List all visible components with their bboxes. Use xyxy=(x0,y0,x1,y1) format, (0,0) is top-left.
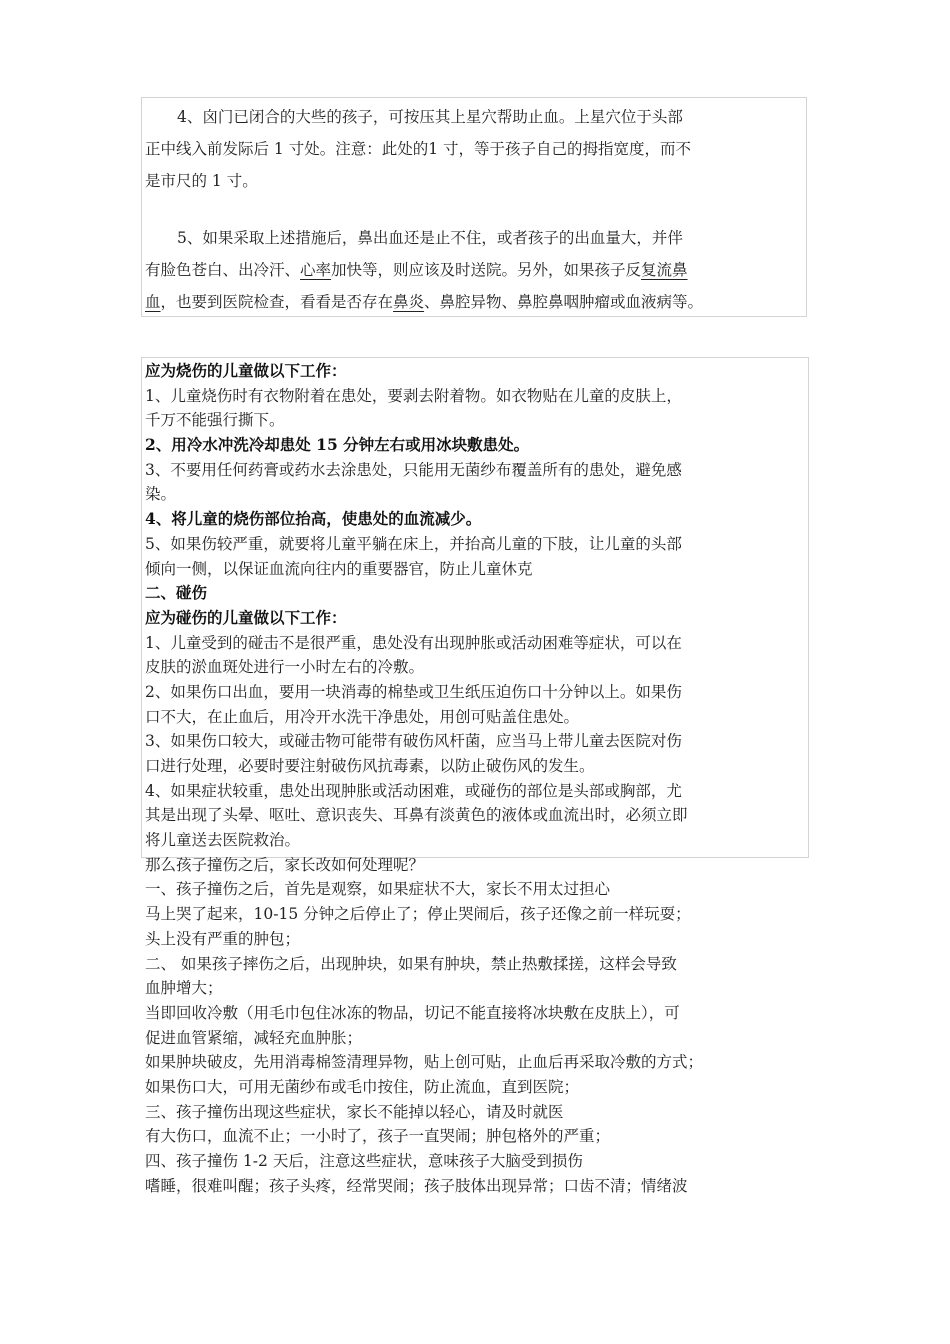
text-line: 1、儿童烧伤时有衣物附着在患处，要剥去附着物。如衣物贴在儿童的皮肤上， xyxy=(145,386,682,405)
text-line: 当即回收冷敷（用毛巾包住冰冻的物品，切记不能直接将冰块敷在皮肤上），可 xyxy=(145,1003,680,1022)
document-body-text xyxy=(145,359,825,1198)
text-line: 皮肤的淤血斑处进行一小时左右的冷敷。 xyxy=(145,658,425,677)
text-line: 5、如果伤较严重，就要将儿童平躺在床上，并抬高儿童的下肢，让儿童的头部 xyxy=(145,534,682,553)
tip5-text: 加快等，则应该及时送院。另外，如果孩子反 xyxy=(331,261,642,279)
text-line: 将儿童送去医院救治。 xyxy=(145,831,301,850)
text-line: 3、不要用任何药膏或药水去涂患处，只能用无菌纱布覆盖所有的患处，避免感 xyxy=(145,460,682,479)
tip4-line2: 正中线入前发际后 1 寸处。注意：此处的1 寸，等于孩子自己的拇指宽度，而不 xyxy=(145,140,692,158)
paragraph-tip-5 xyxy=(142,222,706,318)
heading-line: 4、将儿童的烧伤部位抬高，使患处的血流减少。 xyxy=(145,509,482,529)
text-line: 如果伤口大，可用无菌纱布或毛巾按住，防止流血，直到医院； xyxy=(145,1077,580,1096)
text-line: 其是出现了头晕、呕吐、意识丧失、耳鼻有淡黄色的液体或血流出时，必须立即 xyxy=(145,806,688,825)
heading-line: 二、碰伤 xyxy=(145,583,208,603)
text-line: 有大伤口，血流不止；一小时了，孩子一直哭闹；肿包格外的严重； xyxy=(145,1127,611,1146)
text-line: 一、孩子撞伤之后，首先是观察，如果症状不大，家长不用太过担心 xyxy=(145,880,611,899)
link-heart-rate[interactable]: 心率 xyxy=(300,261,332,279)
text-line: 头上没有严重的肿包； xyxy=(145,929,301,948)
text-line: 嗜睡，很难叫醒；孩子头疼，经常哭闹；孩子肢体出现异常；口齿不清；情绪波 xyxy=(145,1176,688,1195)
tip4-line3: 是市尺的 1 寸。 xyxy=(145,172,258,190)
tip5-text: 、鼻腔异物、鼻腔鼻咽肿瘤或血液病等。 xyxy=(424,293,704,311)
text-line: 3、如果伤口较大，或碰击物可能带有破伤风杆菌，应当马上带儿童去医院对伤 xyxy=(145,732,682,751)
text-line: 口进行处理，必要时要注射破伤风抗毒素，以防止破伤风的发生。 xyxy=(145,757,595,775)
text-line: 倾向一侧，以保证血流向往内的重要器官，防止儿童休克 xyxy=(145,559,533,578)
tip4-line1: 4、囟门已闭合的大些的孩子，可按压其上星穴帮助止血。上星穴位于头部 xyxy=(177,108,683,126)
text-line: 染。 xyxy=(145,485,177,504)
tip5-line1: 5、如果采取上述措施后，鼻出血还是止不住，或者孩子的出血量大，并伴 xyxy=(177,229,683,247)
heading-line: 2、用冷水冲洗冷却患处 15 分钟左右或用冰块敷患处。 xyxy=(145,435,530,455)
nosebleed-tips-box xyxy=(141,97,807,317)
text-line: 4、如果症状较重，患处出现肿胀或活动困难，或碰伤的部位是头部或胸部，尤 xyxy=(145,781,682,800)
text-line: 二、 如果孩子摔伤之后，出现肿块，如果有肿块，禁止热敷揉搓，这样会导致 xyxy=(145,954,677,973)
tip5-text: ，也要到医院检查，看看是否存在 xyxy=(160,293,394,311)
link-recurrent-nosebleed-cont[interactable]: 血 xyxy=(145,293,161,311)
paragraph-tip-4 xyxy=(142,101,694,197)
text-line: 四、孩子撞伤 1-2 天后，注意这些症状，意味孩子大脑受到损伤 xyxy=(145,1152,583,1170)
text-line: 千万不能强行撕下。 xyxy=(145,411,285,430)
text-line: 1、儿童受到的碰击不是很严重，患处没有出现肿胀或活动困难等症状，可以在 xyxy=(145,633,682,652)
text-line: 马上哭了起来，10-15 分钟之后停止了；停止哭闹后，孩子还像之前一样玩耍； xyxy=(145,905,691,924)
link-rhinitis[interactable]: 鼻炎 xyxy=(393,293,425,311)
link-recurrent-nosebleed[interactable]: 复流鼻 xyxy=(641,261,688,279)
text-line: 如果肿块破皮，先用消毒棉签清理异物，贴上创可贴，止血后再采取冷敷的方式； xyxy=(145,1053,704,1072)
heading-line: 应为烧伤的儿童做以下工作： xyxy=(145,361,347,380)
tip5-text: 有脸色苍白、出冷汗、 xyxy=(145,261,301,279)
text-line: 那么孩子撞伤之后，家长改如何处理呢？ xyxy=(145,855,425,874)
text-line: 促进血管紧缩，减轻充血肿胀； xyxy=(145,1028,363,1047)
text-line: 口不大，在止血后，用冷开水洗干净患处，用创可贴盖住患处。 xyxy=(145,707,580,726)
text-line: 血肿增大； xyxy=(145,979,223,998)
heading-line: 应为碰伤的儿童做以下工作： xyxy=(145,607,347,627)
text-line: 三、孩子撞伤出现这些症状，家长不能掉以轻心，请及时就医 xyxy=(145,1102,564,1121)
text-line: 2、如果伤口出血，要用一块消毒的棉垫或卫生纸压迫伤口十分钟以上。如果伤 xyxy=(145,682,682,701)
